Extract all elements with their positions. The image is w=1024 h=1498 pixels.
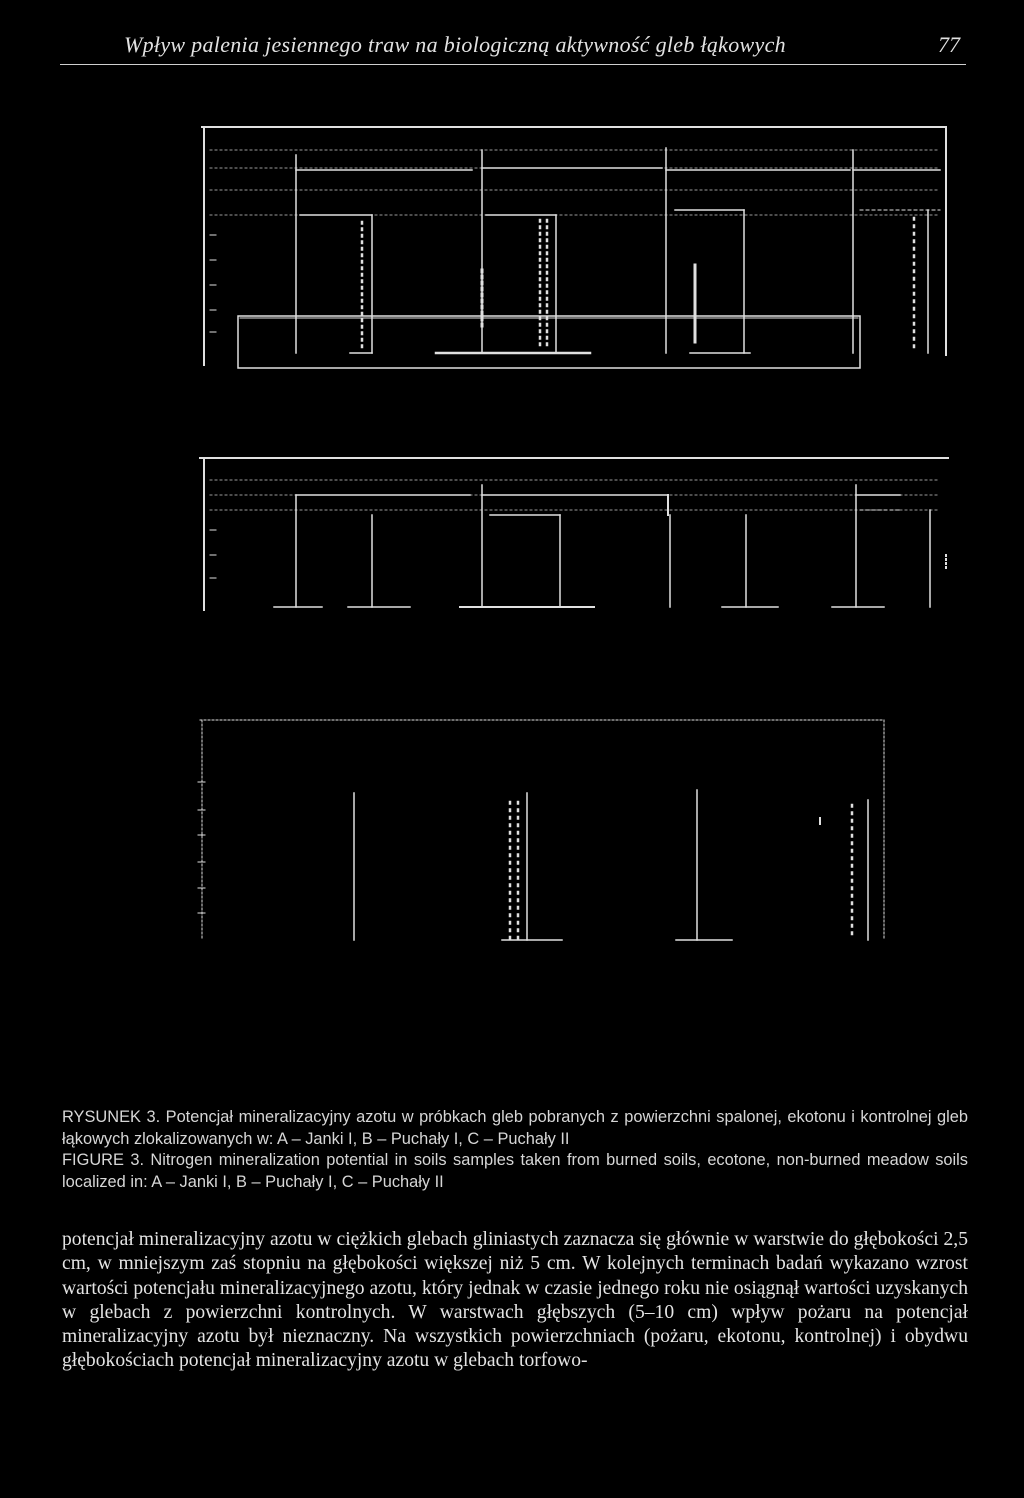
- caption-english: FIGURE 3. Nitrogen mineralization potential in soils samples taken from burned soils, ecotone, non-burned meadow soils localized in: A – Janki I, B – Puchały I, C – Puchały II: [62, 1151, 968, 1191]
- body-text: [62, 1228, 968, 1374]
- page-number: 77: [938, 32, 960, 57]
- caption-polish: RYSUNEK 3. Potencjał mineralizacyjny azotu w próbkach gleb pobranych z powierzchni spalonej, ekotonu i kontrolnej gleb łąkowych zlokalizowanych w: A – Janki I, B – Puchały I, C – Puchały II: [62, 1108, 968, 1148]
- figure-captions: [62, 1107, 968, 1193]
- figure-3: [0, 110, 1024, 1100]
- panel-a: [202, 127, 946, 365]
- body-paragraph: potencjał mineralizacyjny azotu w ciężkich glebach gliniastych zaznacza się głównie w warstwie do głębokości 2,5 cm, w mniejszym zaś stopniu na głębokości większej niż 5 cm. W kolejnych terminach badań wykazano wzrost wartości potencjału mineralizacyjnego azotu, który jednak w czasie jednego roku nie osiągnął wartości uzyskanych w glebach z powierzchni kontrolnych. W warstwach głębszych (5–10 cm) wpływ pożaru na potencjał mineralizacyjny azotu był nieznaczny. Na wszystkich powierzchniach (pożaru, ekotonu, kontrolnej) i obydwu głębokościach potencjał mineralizacyjny azotu w glebach torfowo-: [62, 1229, 968, 1372]
- legend-box: [238, 316, 860, 368]
- figure-3-graphics: [0, 110, 1024, 1100]
- running-title: Wpływ palenia jesiennego traw na biologiczną aktywność gleb łąkowych: [124, 32, 786, 57]
- panel-c: [198, 720, 884, 940]
- running-header: [60, 30, 966, 65]
- panel-b: [200, 458, 948, 610]
